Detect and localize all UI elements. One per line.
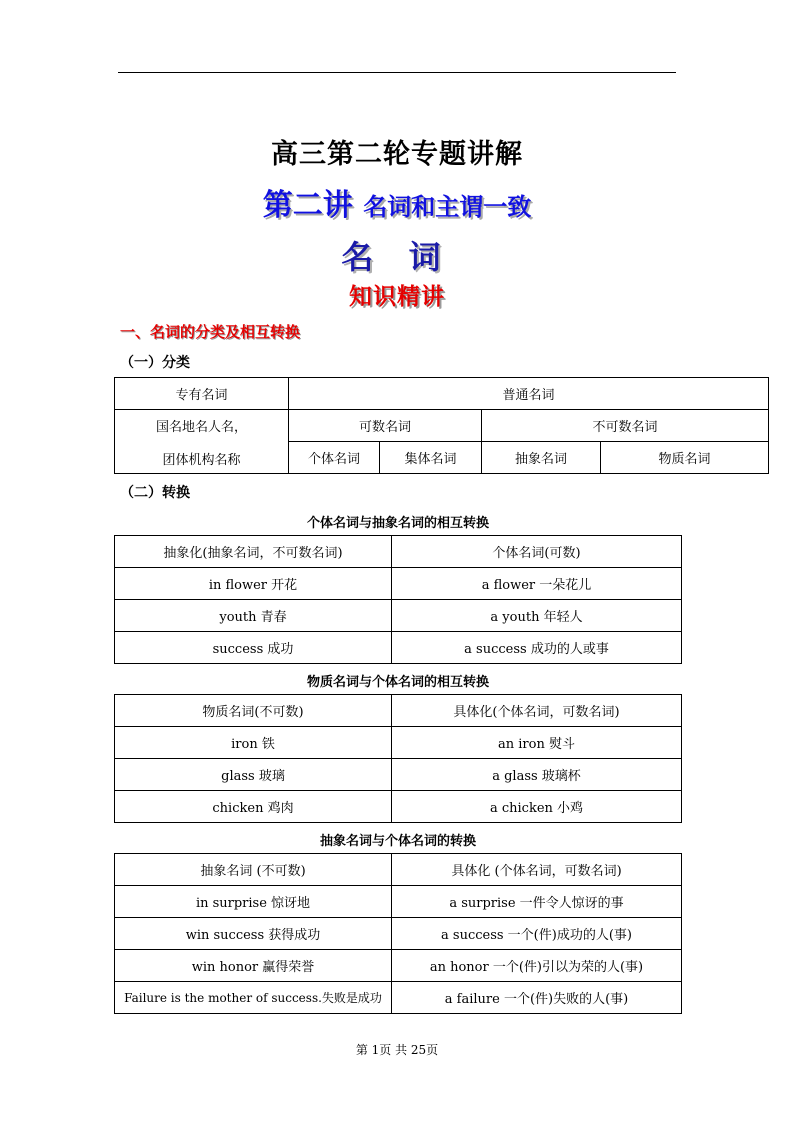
- conversion-table: [114, 694, 682, 823]
- table-cell: 普通名词: [289, 378, 769, 410]
- table-cell: Failure is the mother of success.失败是成功: [115, 982, 392, 1014]
- table-cell: a youth 年轻人: [392, 600, 682, 632]
- table-cell: 具体化(个体名词，可数名词): [392, 695, 682, 727]
- table-cell: in surprise 惊讶地: [115, 886, 392, 918]
- table-cell: 抽象名词: [482, 442, 601, 474]
- table-row: [115, 410, 769, 442]
- table-header-row: [115, 536, 682, 568]
- table-cell: chicken 鸡肉: [115, 791, 392, 823]
- table-cell: 不可数名词: [482, 410, 769, 442]
- table-row: [115, 600, 682, 632]
- lecture-prefix: 第二讲: [262, 188, 353, 223]
- table-row: [115, 950, 682, 982]
- table-cell: 个体名词: [289, 442, 380, 474]
- subject-heading: 名 词: [341, 238, 453, 276]
- table-cell: glass 玻璃: [115, 759, 392, 791]
- table-row: [115, 982, 682, 1014]
- table-cell: an iron 熨斗: [392, 727, 682, 759]
- table-row: [115, 632, 682, 664]
- table-cell: win honor 赢得荣誉: [115, 950, 392, 982]
- classification-table: [114, 377, 769, 474]
- table-cell: 专有名词: [115, 378, 289, 410]
- lecture-topic: 名词和主谓一致: [363, 192, 532, 221]
- table-cell: [115, 410, 289, 474]
- table-row: [115, 886, 682, 918]
- conversion-table: [114, 535, 682, 664]
- proper-examples-line2: 团体机构名称: [162, 452, 241, 468]
- table-cell: win success 获得成功: [115, 918, 392, 950]
- table-caption: 抽象名词与个体名词的转换: [319, 834, 476, 849]
- table-cell: in flower 开花: [115, 568, 392, 600]
- table-cell: success 成功: [115, 632, 392, 664]
- table-row: [115, 378, 769, 410]
- table-cell: a flower 一朵花儿: [392, 568, 682, 600]
- table-cell: an honor 一个(件)引以为荣的人(事): [392, 950, 682, 982]
- conversion-heading: （二）转换: [120, 485, 190, 501]
- table-cell: a success 一个(件)成功的人(事): [392, 918, 682, 950]
- document-title: 高三第二轮专题讲解: [271, 139, 523, 170]
- table-cell: youth 青春: [115, 600, 392, 632]
- table-cell: 集体名词: [380, 442, 482, 474]
- table-cell: a glass 玻璃杯: [392, 759, 682, 791]
- table-row: [115, 791, 682, 823]
- section-heading: 一、名词的分类及相互转换: [120, 323, 301, 341]
- table-cell: 个体名词(可数): [392, 536, 682, 568]
- table-row: [115, 918, 682, 950]
- header-rule: [118, 72, 676, 73]
- page-footer: 第 1页 共 25页: [355, 1043, 439, 1057]
- table-cell: 可数名词: [289, 410, 482, 442]
- section-banner: 知识精讲: [349, 283, 445, 310]
- table-cell: a surprise 一件令人惊讶的事: [392, 886, 682, 918]
- conversion-table: [114, 853, 682, 1014]
- table-cell: 物质名词(不可数): [115, 695, 392, 727]
- classification-heading: （一）分类: [120, 355, 190, 371]
- table-caption: 个体名词与抽象名词的相互转换: [306, 516, 489, 531]
- table-cell: a chicken 小鸡: [392, 791, 682, 823]
- table-row: [115, 727, 682, 759]
- table-row: [115, 759, 682, 791]
- table-cell: iron 铁: [115, 727, 392, 759]
- table-cell: a failure 一个(件)失败的人(事): [392, 982, 682, 1014]
- table-header-row: [115, 695, 682, 727]
- table-cell: 物质名词: [601, 442, 769, 474]
- proper-examples-line1: 国名地名人名，: [155, 419, 247, 435]
- table-cell: 具体化 (个体名词，可数名词): [392, 854, 682, 886]
- table-caption: 物质名词与个体名词的相互转换: [306, 675, 489, 690]
- lecture-title: [0, 180, 794, 224]
- table-cell: 抽象名词 (不可数): [115, 854, 392, 886]
- table-cell: a success 成功的人或事: [392, 632, 682, 664]
- table-row: [115, 568, 682, 600]
- table-cell: 抽象化(抽象名词，不可数名词): [115, 536, 392, 568]
- table-header-row: [115, 854, 682, 886]
